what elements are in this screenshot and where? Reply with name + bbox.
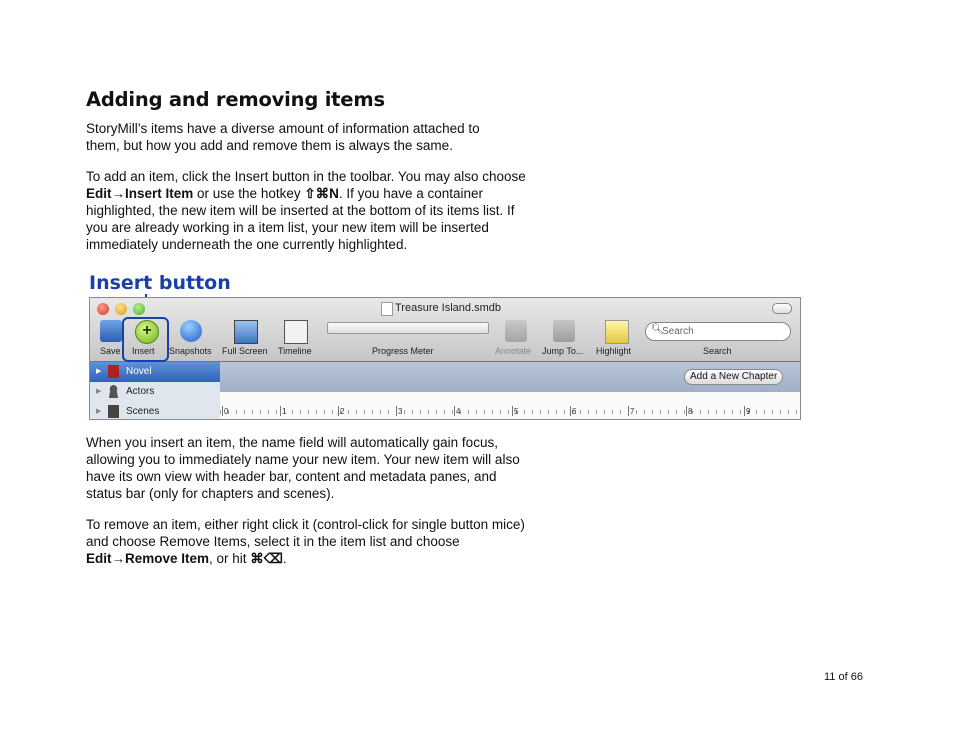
timeline-button[interactable]	[276, 318, 316, 358]
ruler-tick	[512, 406, 513, 416]
minimize-icon[interactable]	[115, 303, 127, 315]
ruler-number: 8	[688, 407, 693, 416]
ruler-tick	[338, 406, 339, 416]
highlight-icon	[605, 320, 629, 344]
search-placeholder: Search	[662, 326, 694, 337]
film-icon	[108, 405, 119, 418]
menu-path-insert: Edit→Insert Item	[86, 186, 194, 201]
window-titlebar	[90, 298, 800, 362]
document-icon	[381, 302, 393, 316]
progress-meter-label: Progress Meter	[372, 346, 434, 356]
snapshots-button[interactable]	[168, 318, 216, 358]
hotkey-insert: ⇧⌘N	[304, 186, 339, 201]
ruler-number: 6	[572, 407, 577, 416]
close-icon[interactable]	[97, 303, 109, 315]
full-screen-icon	[234, 320, 258, 344]
text: . If you have a container highlighted, the new item will be inserted at the bottom of its items list. If you are already working in a item list, your new item will be inserted immediately underneath the one currently highlighted.	[86, 186, 515, 252]
sidebar-item-label: Actors	[126, 386, 155, 397]
add-new-chapter-button[interactable]: Add a New Chapter	[684, 369, 783, 385]
hotkey-remove: ⌘⌫	[250, 551, 283, 566]
intro-paragraph: StoryMill’s items have a diverse amount of information attached to them, but how you add and remove them is always the same.	[86, 121, 480, 153]
ruler-number: 7	[630, 407, 635, 416]
insert-focus-paragraph: When you insert an item, the name field will automatically gain focus, allowing you to immediately name your new item. Your new item will also have its own view with header bar, content and metadata panes, and status bar (only for chapters and scenes).	[86, 435, 520, 501]
disclosure-triangle-icon[interactable]: ▶	[96, 368, 102, 375]
disclosure-triangle-icon[interactable]: ▶	[96, 408, 102, 415]
jump-to-label: Jump To...	[542, 346, 584, 356]
snapshots-label: Snapshots	[169, 346, 212, 356]
annotate-icon	[505, 320, 527, 342]
sidebar-item-actors[interactable]	[90, 382, 220, 402]
callout-label: Insert button	[89, 272, 231, 294]
text: .	[282, 551, 287, 566]
sidebar-item-label: Novel	[126, 366, 152, 377]
ruler-number: 0	[224, 407, 229, 416]
ruler-number: 9	[746, 407, 751, 416]
ruler	[220, 392, 800, 419]
annotate-label: Annotate	[495, 346, 532, 356]
add-item-paragraph	[86, 168, 536, 253]
ruler-number: 2	[340, 407, 345, 416]
ruler-number: 1	[282, 407, 287, 416]
window-title: Treasure Island.smdb	[395, 302, 501, 314]
page-heading: Adding and removing items	[86, 88, 385, 111]
search-item	[702, 318, 736, 358]
text: or use the hotkey	[193, 186, 305, 201]
disclosure-triangle-icon[interactable]: ▶	[96, 388, 102, 395]
ruler-tick	[396, 406, 397, 416]
full-screen-label: Full Screen	[222, 346, 268, 356]
person-icon	[108, 385, 119, 398]
ruler-tick	[744, 406, 745, 416]
highlight-label: Highlight	[596, 346, 632, 356]
timeline-icon	[284, 320, 308, 344]
sidebar-item-label: Scenes	[126, 406, 160, 417]
ruler-tick	[454, 406, 455, 416]
progress-meter-item	[372, 318, 442, 358]
text: To add an item, click the Insert button in the toolbar. You may also choose	[86, 169, 526, 184]
ruler-tick	[222, 406, 223, 416]
search-icon: 🔍︎	[651, 324, 664, 335]
toolbar-toggle-icon[interactable]	[772, 303, 792, 314]
zoom-icon[interactable]	[133, 303, 145, 315]
ruler-number: 3	[398, 407, 403, 416]
remove-item-paragraph	[86, 516, 526, 567]
item-sidebar	[90, 362, 220, 419]
insert-icon: +	[135, 320, 159, 344]
snapshot-icon	[180, 320, 202, 342]
text: To remove an item, either right click it (control-click for single button mice) and choose Remove Items, select it in the item list and choose	[86, 517, 525, 549]
search-label: Search	[703, 346, 732, 356]
menu-path-remove: Edit→Remove Item	[86, 551, 210, 566]
sidebar-item-novel[interactable]	[90, 362, 220, 382]
annotate-button[interactable]	[494, 318, 538, 358]
insert-label: Insert	[132, 346, 155, 356]
ruler-tick	[628, 406, 629, 416]
app-window-screenshot	[89, 297, 801, 420]
sidebar-item-scenes[interactable]	[90, 402, 220, 420]
ruler-number: 5	[514, 407, 519, 416]
jump-to-icon	[553, 320, 575, 342]
ruler-tick	[280, 406, 281, 416]
ruler-tick	[570, 406, 571, 416]
ruler-number: 4	[456, 407, 461, 416]
jump-to-button[interactable]	[542, 318, 590, 358]
timeline-label: Timeline	[278, 346, 312, 356]
full-screen-button[interactable]	[220, 318, 270, 358]
ruler-tick	[686, 406, 687, 416]
highlight-button[interactable]	[595, 318, 639, 358]
page-number: 11 of 66	[824, 671, 863, 683]
text: , or hit	[209, 551, 251, 566]
save-icon	[100, 320, 122, 342]
book-icon	[108, 365, 119, 378]
save-label: Save	[100, 346, 121, 356]
insert-button-highlight	[122, 317, 169, 362]
